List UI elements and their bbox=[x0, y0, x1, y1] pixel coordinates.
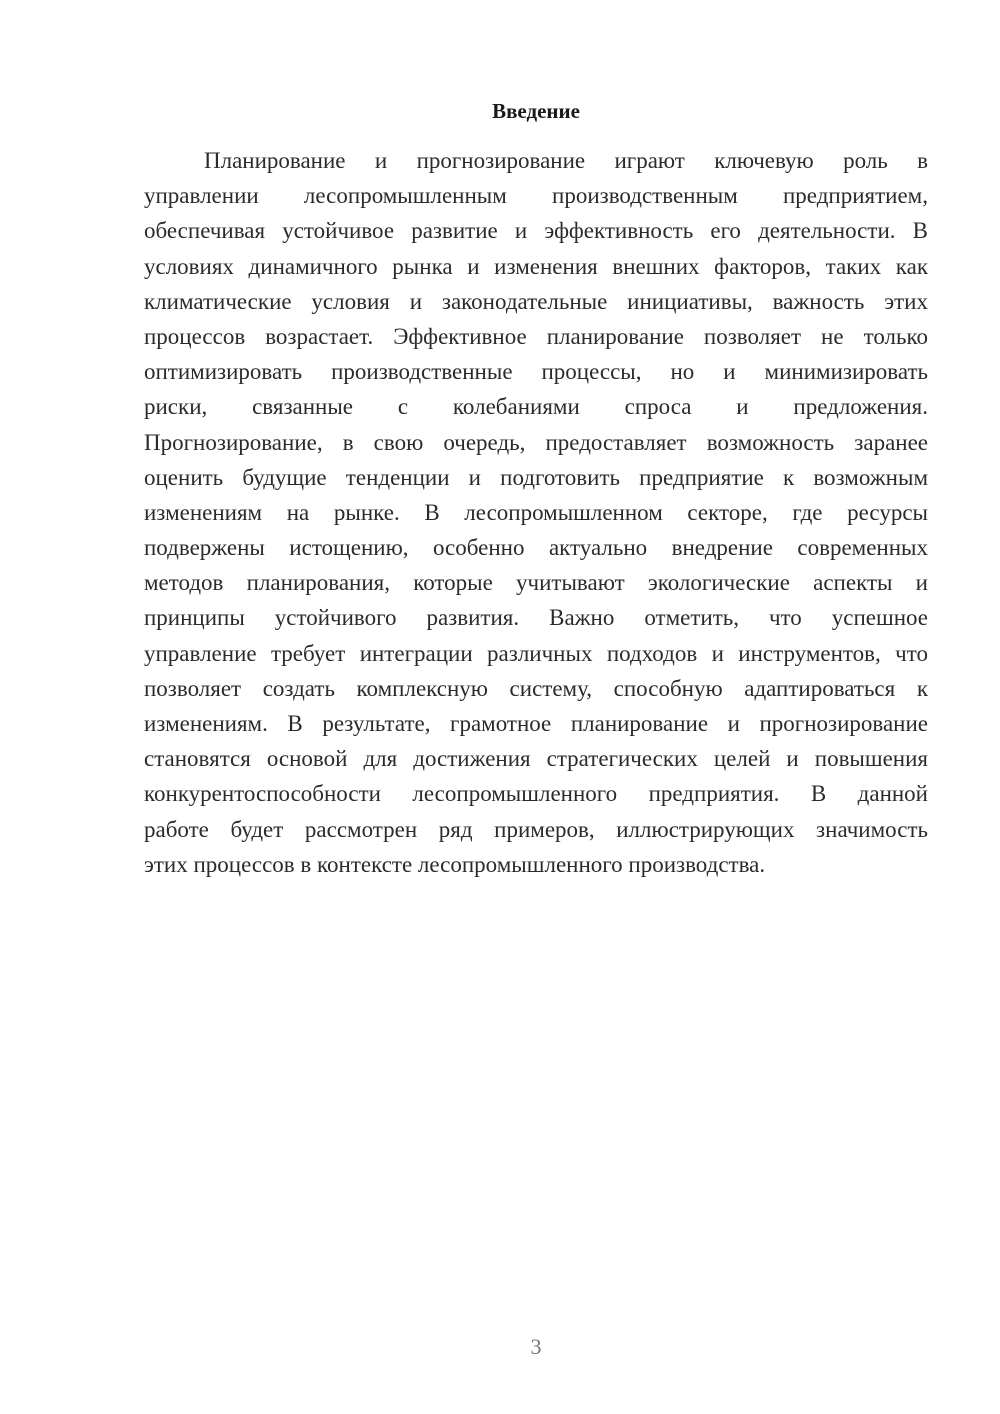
paragraph-line: климатические условия и законодательные инициативы, важность этих bbox=[144, 288, 928, 314]
section-heading: Введение bbox=[492, 99, 580, 123]
paragraph-line: обеспечивая устойчивое развитие и эффективность его деятельности. В bbox=[144, 218, 928, 244]
paragraph-line: условиях динамичного рынка и изменения внешних факторов, таких как bbox=[144, 253, 928, 279]
body-paragraph bbox=[144, 143, 928, 882]
paragraph-line: процессов возрастает. Эффективное планирование позволяет не только bbox=[144, 323, 928, 349]
paragraph-line: методов планирования, которые учитывают экологические аспекты и bbox=[144, 570, 928, 596]
paragraph-line: Планирование и прогнозирование играют ключевую роль в bbox=[204, 148, 928, 173]
paragraph-line: конкурентоспособности лесопромышленного предприятия. В данной bbox=[144, 781, 928, 807]
paragraph-line: оптимизировать производственные процессы, но и минимизировать bbox=[144, 359, 928, 385]
paragraph-line: принципы устойчивого развития. Важно отметить, что успешное bbox=[144, 605, 928, 631]
paragraph-line: становятся основой для достижения стратегических целей и повышения bbox=[144, 746, 928, 772]
paragraph-line: оценить будущие тенденции и подготовить предприятие к возможным bbox=[144, 464, 928, 490]
paragraph-line: работе будет рассмотрен ряд примеров, иллюстрирующих значимость bbox=[144, 816, 928, 842]
paragraph-line: позволяет создать комплексную систему, способную адаптироваться к bbox=[144, 675, 928, 701]
paragraph-line: управление требует интеграции различных подходов и инструментов, что bbox=[144, 640, 928, 666]
paragraph-line: изменениям на рынке. В лесопромышленном секторе, где ресурсы bbox=[144, 499, 928, 525]
paragraph-line: Прогнозирование, в свою очередь, предоставляет возможность заранее bbox=[144, 429, 928, 455]
page-number: 3 bbox=[530, 1334, 542, 1359]
paragraph-line: изменениям. В результате, грамотное планирование и прогнозирование bbox=[144, 711, 928, 736]
paragraph-line: этих процессов в контексте лесопромышленного производства. bbox=[144, 851, 766, 877]
paragraph-line: риски, связанные с колебаниями спроса и предложения. bbox=[144, 394, 928, 420]
paragraph-line: управлении лесопромышленным производственным предприятием, bbox=[144, 183, 928, 209]
paragraph-line: подвержены истощению, особенно актуально внедрение современных bbox=[144, 535, 928, 561]
